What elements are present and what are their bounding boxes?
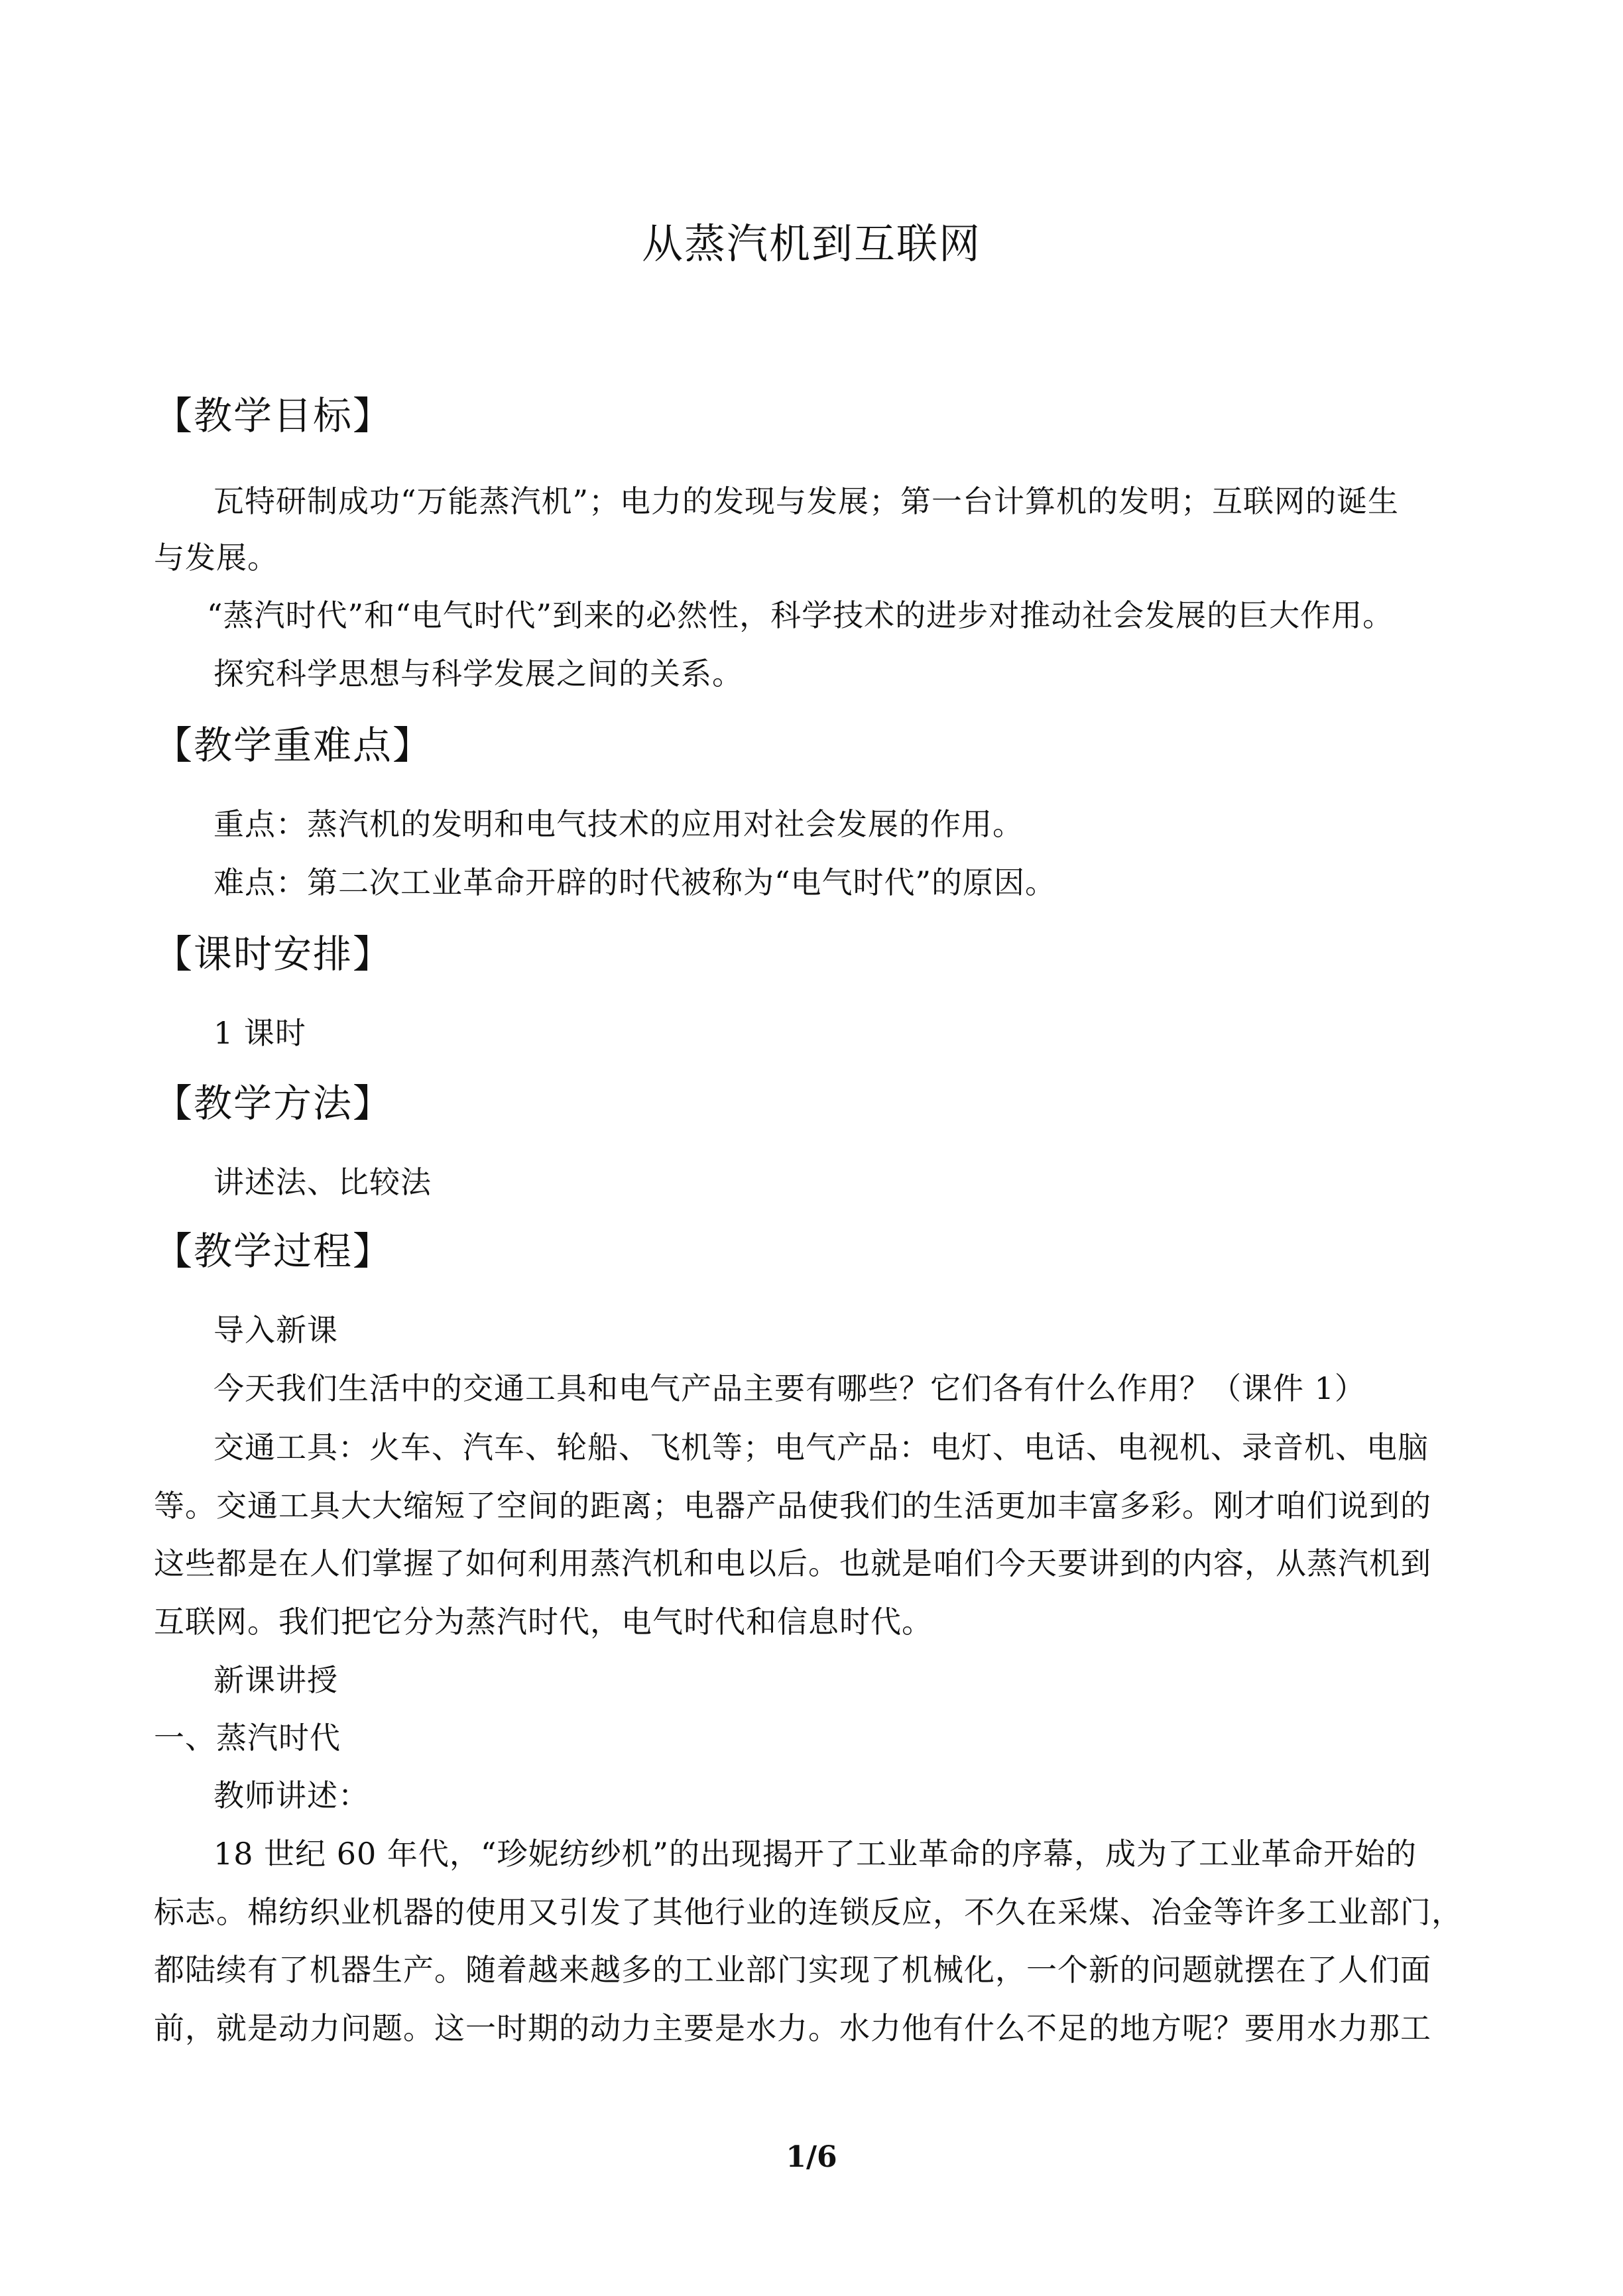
paragraph-line: 瓦特研制成功“万能蒸汽机”；电力的发现与发展；第一台计算机的发明；互联网的诞生 <box>213 483 1400 519</box>
paragraph-line: “蒸汽时代”和“电气时代”到来的必然性，科学技术的进步对推动社会发展的巨大作用。 <box>207 597 1394 633</box>
section-heading-schedule: 【课时安排】 <box>154 932 393 977</box>
paragraph-line: 探究科学思想与科学发展之间的关系。 <box>213 656 743 692</box>
section-heading-goals: 【教学目标】 <box>154 393 393 438</box>
paragraph-line: 1 课时 <box>213 1015 306 1051</box>
paragraph-line: 今天我们生活中的交通工具和电气产品主要有哪些？它们各有什么作用？（课件 1） <box>213 1370 1366 1406</box>
paragraph-line: 导入新课 <box>213 1312 338 1348</box>
paragraph-line: 与发展。 <box>154 540 278 575</box>
paragraph-line: 前，就是动力问题。这一时期的动力主要是水力。水力他有什么不足的地方呢？要用水力那工 <box>154 2010 1431 2046</box>
document-title: 从蒸汽机到互联网 <box>641 219 981 268</box>
section-heading-methods: 【教学方法】 <box>154 1081 393 1126</box>
paragraph-line: 标志。棉纺织业机器的使用又引发了其他行业的连锁反应，不久在采煤、冶金等许多工业部门， <box>154 1894 1463 1930</box>
paragraph-line: 一、蒸汽时代 <box>154 1720 341 1756</box>
paragraph-line: 重点：蒸汽机的发明和电气技术的应用对社会发展的作用。 <box>213 806 1024 842</box>
paragraph-line: 等。交通工具大大缩短了空间的距离；电器产品使我们的生活更加丰富多彩。刚才咱们说到的 <box>154 1488 1431 1524</box>
paragraph-line: 互联网。我们把它分为蒸汽时代，电气时代和信息时代。 <box>154 1604 933 1640</box>
page-number: 1/6 <box>786 2140 837 2174</box>
paragraph-line: 18 世纪 60 年代，“珍妮纺纱机”的出现揭开了工业革命的序幕，成为了工业革命开始的 <box>213 1836 1417 1872</box>
paragraph-line: 讲述法、比较法 <box>213 1164 432 1200</box>
paragraph-line: 交通工具：火车、汽车、轮船、飞机等；电气产品：电灯、电话、电视机、录音机、电脑 <box>213 1429 1429 1465</box>
section-heading-key-points: 【教学重难点】 <box>154 723 433 768</box>
paragraph-line: 都陆续有了机器生产。随着越来越多的工业部门实现了机械化，一个新的问题就摆在了人们面 <box>154 1952 1431 1988</box>
paragraph-line: 新课讲授 <box>213 1662 338 1698</box>
section-heading-process: 【教学过程】 <box>154 1229 393 1274</box>
paragraph-line: 难点：第二次工业革命开辟的时代被称为“电气时代”的原因。 <box>213 865 1057 900</box>
paragraph-line: 教师讲述： <box>213 1778 369 1813</box>
paragraph-line: 这些都是在人们掌握了如何利用蒸汽机和电以后。也就是咱们今天要讲到的内容，从蒸汽机到 <box>154 1545 1431 1581</box>
